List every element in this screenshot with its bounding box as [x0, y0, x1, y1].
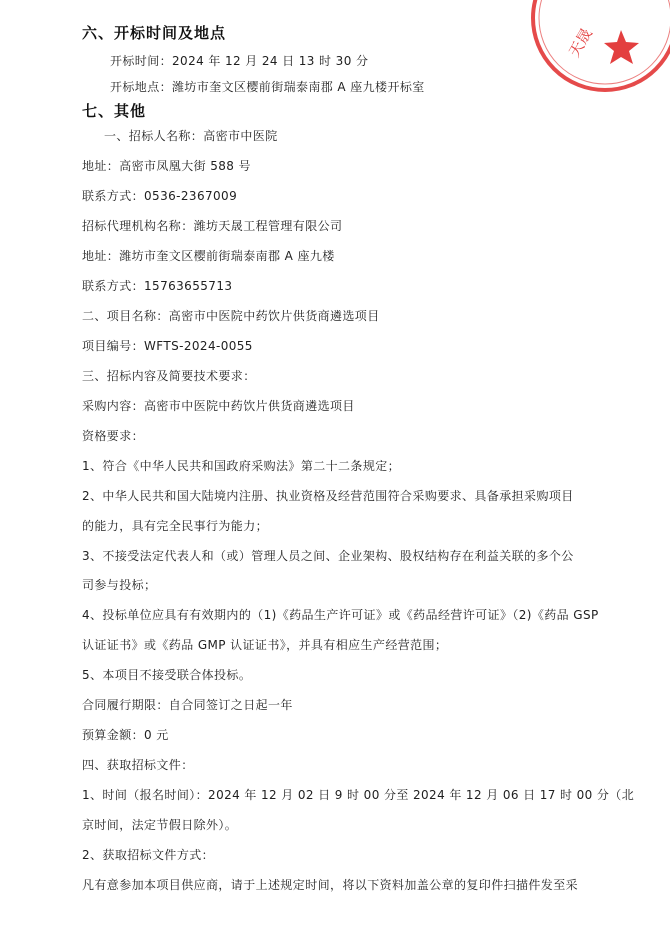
text-line: 二、项目名称：高密市中医院中药饮片供货商遴选项目	[82, 309, 380, 323]
open-time: 开标时间：2024 年 12 月 24 日 13 时 30 分	[110, 54, 369, 68]
text-line: 2、中华人民共和国大陆境内注册、执业资格及经营范围符合采购要求、具备承担采购项目	[82, 489, 574, 503]
text-line: 5、本项目不接受联合体投标。	[82, 668, 252, 682]
text-line: 司参与投标；	[82, 578, 157, 592]
text-line: 三、招标内容及简要技术要求：	[82, 369, 256, 383]
open-place: 开标地点：潍坊市奎文区樱前街瑞泰南郡 A 座九楼开标室	[110, 80, 425, 94]
text-line: 3、不接受法定代表人和（或）管理人员之间、企业架构、股权结构存在利益关联的多个公	[82, 549, 574, 563]
text-line: 联系方式：0536-2367009	[82, 189, 238, 203]
text-line: 资格要求：	[82, 429, 145, 443]
text-line: 京时间，法定节假日除外）。	[82, 818, 238, 832]
text-line: 项目编号：WFTS-2024-0055	[82, 339, 253, 353]
text-line: 合同履行期限：自合同签订之日起一年	[82, 698, 293, 712]
text-line: 联系方式：15763655713	[82, 279, 233, 293]
star-icon	[604, 30, 639, 64]
text-line: 地址：高密市凤凰大街 588 号	[82, 159, 251, 173]
text-line: 4、投标单位应具有有效期内的（1)《药品生产许可证》或《药品经营许可证》（2)《药品 GSP	[82, 608, 599, 622]
text-line: 的能力，具有完全民事行为能力；	[82, 519, 269, 533]
section-seven-title: 七、其他	[82, 102, 147, 120]
text-line: 认证证书》或《药品 GMP 认证证书》，并具有相应生产经营范围；	[82, 638, 448, 652]
text-line: 招标代理机构名称：潍坊天晟工程管理有限公司	[82, 219, 343, 233]
text-line: 一、招标人名称：高密市中医院	[104, 129, 278, 143]
text-line: 采购内容：高密市中医院中药饮片供货商遴选项目	[82, 399, 355, 413]
svg-text:天晟: 天晟	[565, 25, 596, 61]
text-line: 预算金额：0 元	[82, 728, 169, 742]
text-line: 2、获取招标文件方式：	[82, 848, 215, 862]
text-line: 四、获取招标文件：	[82, 758, 194, 772]
text-line: 1、时间（报名时间）：2024 年 12 月 02 日 9 时 00 分至 2024 年 12 月 06 日 17 时 00 分（北	[82, 788, 635, 802]
text-line: 凡有意参加本项目供应商，请于上述规定时间，将以下资料加盖公章的复印件扫描件发至采	[82, 878, 579, 892]
company-seal-stamp	[525, 0, 670, 98]
section-six-title: 六、开标时间及地点	[82, 24, 227, 42]
text-line: 1、符合《中华人民共和国政府采购法》第二十二条规定；	[82, 459, 401, 473]
text-line: 地址：潍坊市奎文区樱前街瑞泰南郡 A 座九楼	[82, 249, 335, 263]
